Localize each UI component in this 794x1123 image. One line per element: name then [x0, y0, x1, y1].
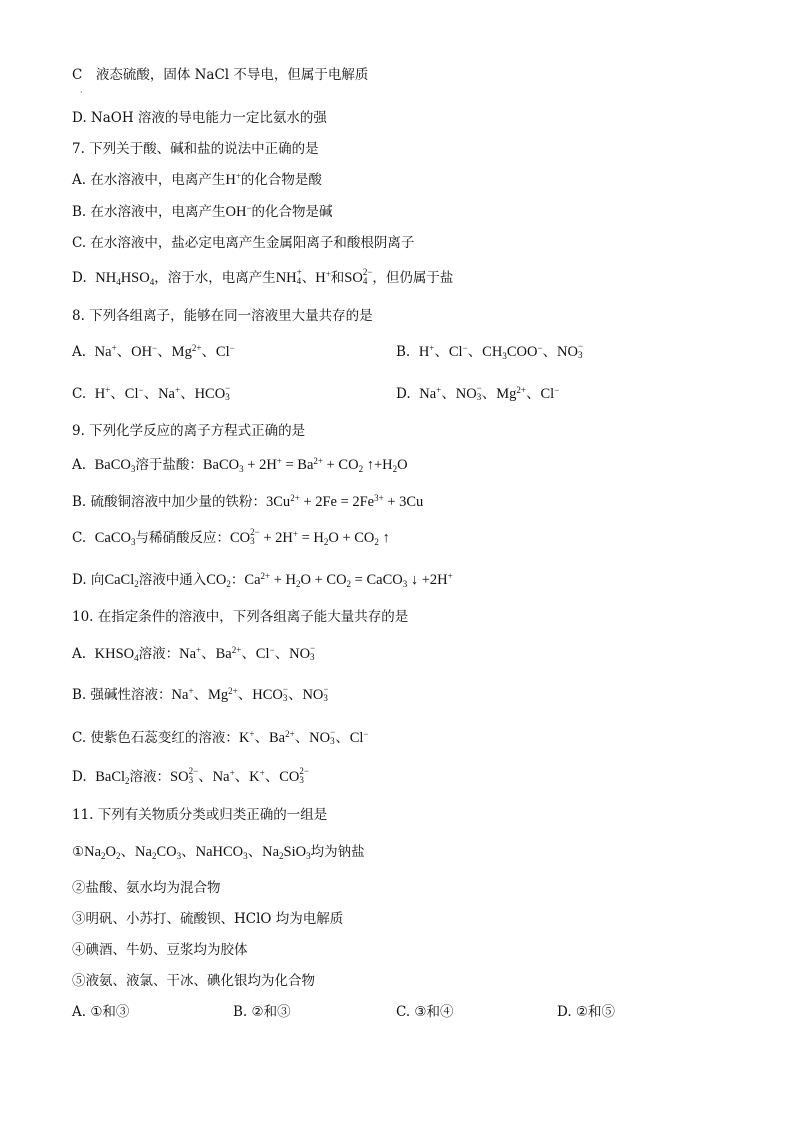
- option-d-text: D. NaOH 溶液的导电能力一定比氨水的强: [72, 110, 327, 126]
- q9-option-b: B. 硫酸铜溶液中加少量的铁粉：$3Cu^{2+} + 2Fe = 2Fe^{3+} + 3Cu$: [72, 493, 424, 510]
- q9-option-d: D. 向CaCl$_2$溶液中通入$CO_2$：$Ca^{2+} + H_2O + CO_2$ = CaCO$_3$ ↓ +2H+: [72, 571, 453, 589]
- question-9: 9. 下列化学反应的离子方程式正确的是: [72, 423, 306, 439]
- question-7: 7. 下列关于酸、碱和盐的说法中正确的是: [72, 141, 319, 157]
- question-10: 10. 在指定条件的溶液中，下列各组离子能大量共存的是: [72, 609, 409, 625]
- q8-option-b: B. H+、Cl−、$CH_3COO^-$、NO − 3: [396, 341, 584, 361]
- q11-item-1: $①Na_2O_2$、$Na_2CO_3$、NaHCO$_3$、$Na_2SiO_3$均为钠盐: [72, 844, 365, 861]
- q11-option-c: C. ③和④: [396, 1004, 454, 1020]
- q9-option-c: C. CaCO$_3$与稀硝酸反应：CO 2− 3 + $2H^+ = H_2O + CO_2$ ↑: [72, 527, 390, 547]
- q8-option-a: A. Na+、OH−、$Mg^{2+}$、Cl−: [72, 343, 235, 360]
- q11-option-a: A. ①和③: [72, 1004, 130, 1020]
- q10-option-b: B. 强碱性溶液：Na+、$Mg^{2+}$、HCO − 3 、NO − 3: [72, 684, 329, 703]
- q8-option-c: C. H+、Cl−、Na+、HCO − 3: [72, 383, 231, 402]
- q8-option-d: D. Na+、NO − 3 、$Mg^{2+}$、Cl−: [396, 383, 560, 402]
- q7-option-c: C. 在水溶液中，盐必定电离产生金属阳离子和酸根阴离子: [72, 235, 415, 251]
- q7-option-a: A. 在水溶液中，电离产生H+的化合物是酸: [72, 171, 322, 188]
- q7-option-b: B. 在水溶液中，电离产生OH−的化合物是碱: [72, 203, 333, 220]
- q10-option-d: D. BaCl$_2$溶液：SO 2− 3 、Na+、K+、CO 2− 3: [72, 766, 309, 786]
- q7-option-d: D. $NH_4HSO_4$，溶于水，电离产生NH + 4 、H+和SO 2− 4 ，但仍属于盐: [72, 267, 454, 287]
- q11-item-2: ②盐酸、氨水均为混合物: [72, 880, 221, 896]
- q11-item-5: ⑤液氨、液氯、干冰、碘化银均为化合物: [72, 973, 315, 989]
- q9-option-a: A. BaCO$_3$溶于盐酸：BaCO$_3$ + $2H^+ = Ba^{2+} + CO_2$ $↑+H_2O$: [72, 456, 408, 474]
- q10-option-a: A. $KHSO_4$溶液：Na+、$Ba^{2+}$、Cl−、NO − 3: [72, 643, 316, 663]
- question-8: 8. 下列各组离子，能够在同一溶液里大量共存的是: [72, 308, 373, 324]
- q10-option-c: C. 使紫色石蕊变红的溶液：K+、$Ba^{2+}$、NO − 3 、Cl−: [72, 727, 369, 746]
- dot-mark: ·: [80, 88, 83, 97]
- q11-option-d: D. ②和⑤: [557, 1004, 616, 1020]
- q11-item-3: ③明矾、小苏打、硫酸钡、HClO 均为电解质: [72, 911, 344, 927]
- option-c-text: C 液态硫酸，固体 NaCl 不导电，但属于电解质: [72, 67, 369, 83]
- question-11: 11. 下列有关物质分类或归类正确的一组是: [72, 807, 328, 823]
- q11-option-b: B. ②和③: [233, 1004, 291, 1020]
- q11-item-4: ④碘酒、牛奶、豆浆均为胶体: [72, 942, 248, 958]
